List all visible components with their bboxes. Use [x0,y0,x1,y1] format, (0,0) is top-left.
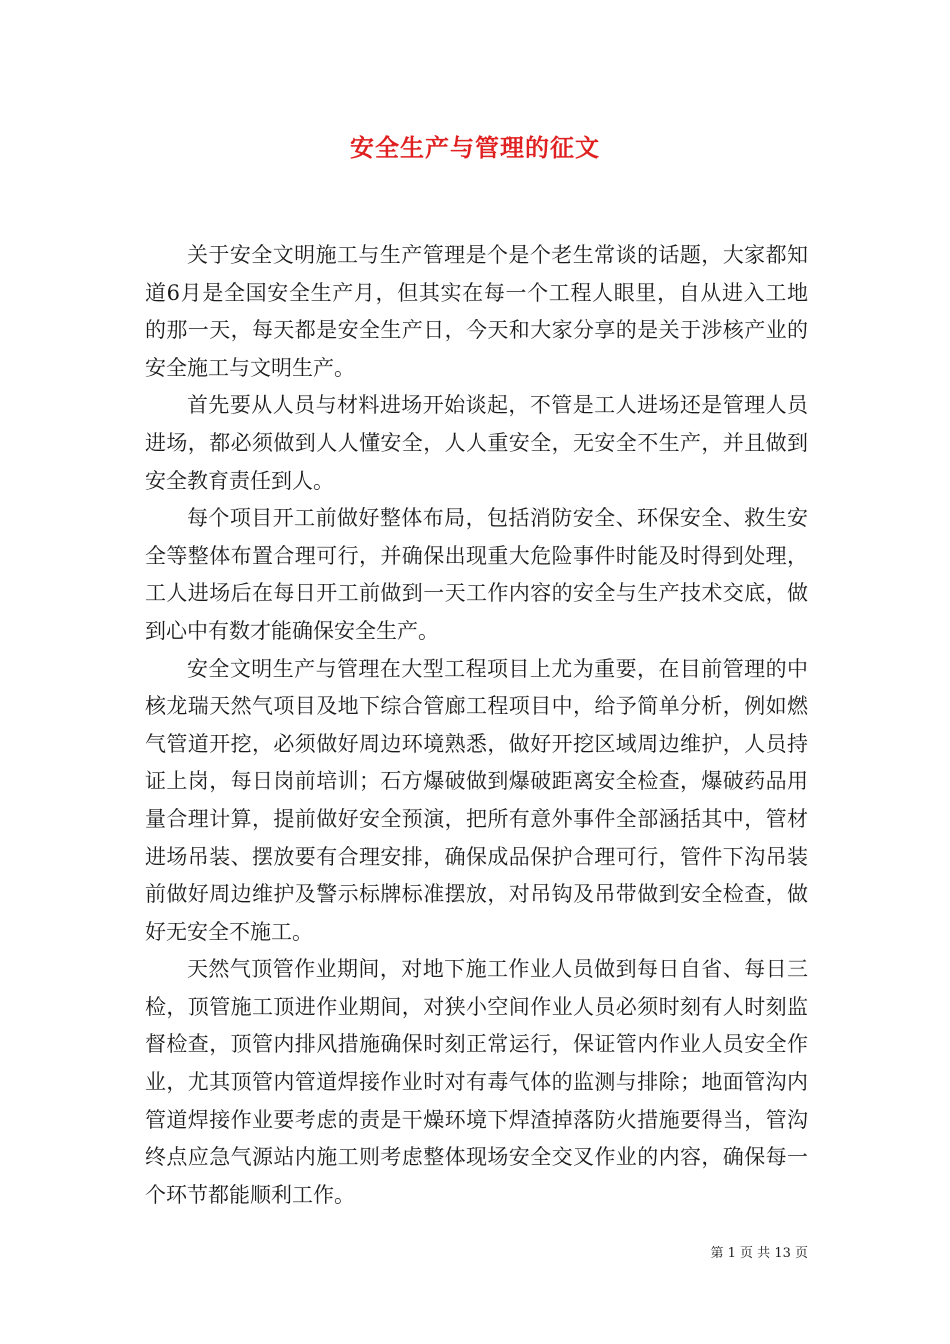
paragraph: 关于安全文明施工与生产管理是个是个老生常谈的话题，大家都知道6月是全国安全生产月，但其实在每一个工程人眼里，自从进入工地的那一天，每天都是安全生产日，今天和大家分享的是关于涉核产业的安全施工与文明生产。 [145,243,808,380]
paragraph: 首先要从人员与材料进场开始谈起，不管是工人进场还是管理人员进场，都必须做到人人懂安全，人人重安全，无安全不生产，并且做到安全教育责任到人。 [145,393,808,493]
document-body [145,237,808,1214]
paragraph: 每个项目开工前做好整体布局，包括消防安全、环保安全、救生安全等整体布置合理可行，并确保出现重大危险事件时能及时得到处理，工人进场后在每日开工前做到一天工作内容的安全与生产技术交底，做到心中有数才能确保安全生产。 [145,506,808,643]
document-title: 安全生产与管理的征文 [350,133,600,162]
page-number-footer: 第 1 页 共 13 页 [710,1246,808,1261]
paragraph: 安全文明生产与管理在大型工程项目上尤为重要，在目前管理的中核龙瑞天然气项目及地下综合管廊工程项目中，给予简单分析，例如燃气管道开挖，必须做好周边环境熟悉，做好开挖区域周边维护，人员持证上岗，每日岗前培训；石方爆破做到爆破距离安全检查，爆破药品用量合理计算，提前做好安全预演，把所有意外事件全部涵括其中，管材进场吊装、摆放要有合理安排，确保成品保护合理可行，管件下沟吊装前做好周边维护及警示标牌标准摆放，对吊钩及吊带做到安全检查，做好无安全不施工。 [145,656,808,944]
paragraph: 天然气顶管作业期间，对地下施工作业人员做到每日自省、每日三检，顶管施工顶进作业期间，对狭小空间作业人员必须时刻有人时刻监督检查，顶管内排风措施确保时刻正常运行，保证管内作业人员安全作业，尤其顶管内管道焊接作业时对有毒气体的监测与排除；地面管沟内管道焊接作业要考虑的责是干燥环境下焊渣掉落防火措施要得当，管沟终点应急气源站内施工则考虑整体现场安全交叉作业的内容，确保每一个环节都能顺利工作。 [145,957,808,1207]
